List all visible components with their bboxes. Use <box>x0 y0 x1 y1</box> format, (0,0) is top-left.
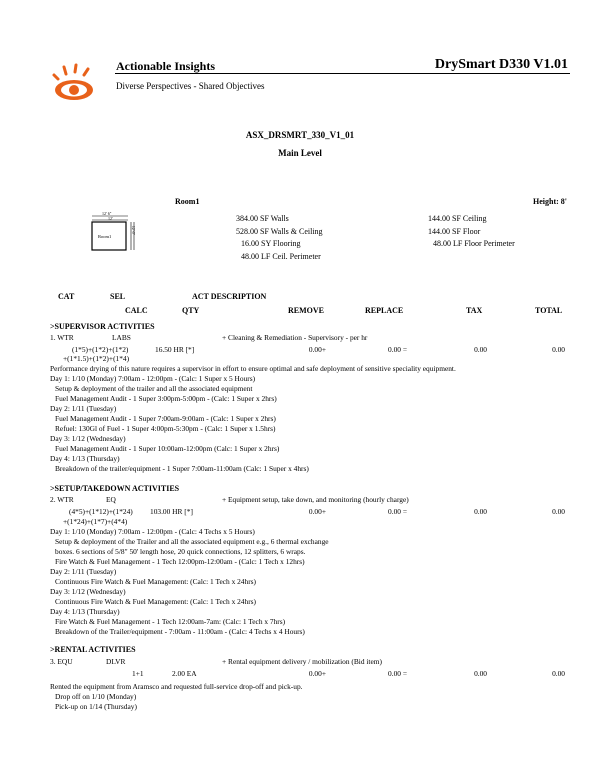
item-total: 0.00 <box>552 345 565 354</box>
item-no: 2. WTR <box>50 495 74 504</box>
room-stats-right <box>428 214 578 252</box>
note-line: Day 3: 1/12 (Wednesday) <box>50 587 126 596</box>
item-tax: 0.00 <box>474 345 487 354</box>
note-line: Continuous Fire Watch & Fuel Management: (Calc: 1 Tech x 24hrs) <box>55 597 256 606</box>
stat-floor-perimeter: 48.00 LF Floor Perimeter <box>433 239 515 248</box>
room-name: Room1 <box>175 197 200 206</box>
sketch-dim-top: 12' 6" <box>102 211 112 216</box>
note-line: Pick-up on 1/14 (Thursday) <box>55 702 137 711</box>
item-qty: 16.50 HR [*] <box>155 345 195 354</box>
item-calc: (4*5)+(1*12)+(1*24) <box>69 507 133 516</box>
note-line: Day 2: 1/11 (Tuesday) <box>50 404 117 413</box>
item-replace: 0.00 = <box>388 507 407 516</box>
item-calc: (1*5)+(1*2)+(1*2) <box>72 345 129 354</box>
sketch-dim-right: 12' 6" <box>131 225 137 236</box>
note-line: Day 3: 1/12 (Wednesday) <box>50 434 126 443</box>
note-line: Fuel Management Audit - 1 Super 3:00pm-5:00pm - (Calc: 1 Super x 2hrs) <box>55 394 277 403</box>
note-line: Day 1: 1/10 (Monday) 7:00am - 12:00pm - (Calc: 1 Super x 5 Hours) <box>50 374 256 383</box>
col-replace: REPLACE <box>365 306 404 315</box>
col-tax: TAX <box>466 306 483 315</box>
item-remove: 0.00+ <box>308 669 326 678</box>
item-no: 3. EQU <box>50 657 73 666</box>
estimate-level: Main Level <box>278 148 322 158</box>
item-remove: 0.00+ <box>308 507 326 516</box>
note-line: Breakdown of the trailer/equipment - 1 Super 7:00am-11:00am (Calc: 1 Super x 4hrs) <box>55 464 309 473</box>
item-sel: DLVR <box>106 657 126 666</box>
company-tagline: Diverse Perspectives - Shared Objectives <box>116 81 265 91</box>
item-sel: LABS <box>112 333 131 342</box>
note-line: Continuous Fire Watch & Fuel Management: (Calc: 1 Tech x 24hrs) <box>55 577 256 586</box>
note-line: Refuel: 130Gl of Fuel - 1 Super 4:00pm-5:30pm - (Calc: 1 Super x 1.5hrs) <box>55 424 276 433</box>
room-sketch <box>90 213 136 253</box>
note-line: Day 4: 1/13 (Thursday) <box>50 454 120 463</box>
col-total: TOTAL <box>535 306 563 315</box>
note-line: Fire Watch & Fuel Management - 1 Tech 12:00am-7am: (Calc: 1 Tech x 7hrs) <box>55 617 286 626</box>
item-desc: + Rental equipment delivery / mobilization (Bid item) <box>222 657 382 666</box>
item-no: 1. WTR <box>50 333 74 342</box>
note-line: Drop off on 1/10 (Monday) <box>55 692 137 701</box>
col-act-desc: ACT DESCRIPTION <box>192 292 267 301</box>
item-replace: 0.00 = <box>388 345 407 354</box>
item-tax: 0.00 <box>474 669 487 678</box>
item-calc-cont: +(1*24)+(1*7)+(4*4) <box>63 517 128 526</box>
item-calc: 1+1 <box>132 669 144 678</box>
stat-walls: 384.00 SF Walls <box>236 214 289 223</box>
item-notes <box>50 527 329 637</box>
col-sel: SEL <box>110 292 126 301</box>
note-line: Fuel Management Audit - 1 Super 10:00am-12:00pm (Calc: 1 Super x 2hrs) <box>55 444 280 453</box>
stat-ceiling: 144.00 SF Ceiling <box>428 214 487 223</box>
room-height: Height: 8' <box>533 197 567 206</box>
note-line: Day 2: 1/11 (Tuesday) <box>50 567 117 576</box>
note-line: Rented the equipment from Aramsco and requested full-service drop-off and pick-up. <box>50 682 303 691</box>
header-rule <box>115 73 570 74</box>
item-tax: 0.00 <box>474 507 487 516</box>
note-line: Fire Watch & Fuel Management - 1 Tech 12:00pm-12:00am - (Calc: 1 Tech x 12hrs) <box>55 557 305 566</box>
col-calc: CALC <box>125 306 148 315</box>
section-title-setup: >SETUP/TAKEDOWN ACTIVITIES <box>50 484 180 493</box>
item-calc-cont: +(1*1.5)+(1*2)+(1*4) <box>63 354 130 363</box>
note-line: Day 1: 1/10 (Monday) 7:00am - 12:00pm - (Calc: 4 Techs x 5 Hours) <box>50 527 255 536</box>
eye-logo-icon <box>50 62 98 104</box>
note-line: Performance drying of this nature requires a supervisor in effort to ensure optimal and safe deployment of sensitive speciality equipment. <box>50 364 456 373</box>
sketch-dim-top-inner: 12' <box>108 216 113 221</box>
section-title-rental: >RENTAL ACTIVITIES <box>50 645 136 654</box>
note-line: Setup & deployment of the trailer and all the associated equipment <box>55 384 253 393</box>
item-total: 0.00 <box>552 507 565 516</box>
note-line: Fuel Management Audit - 1 Super 7:00am-9:00am - (Calc: 1 Super x 2hrs) <box>55 414 276 423</box>
note-line: boxes. 6 sections of 5/8" 50' length hose, 20 quick connections, 12 splitters, 6 wraps. <box>55 547 306 556</box>
col-cat: CAT <box>58 292 75 301</box>
col-qty: QTY <box>182 306 200 315</box>
estimate-name: ASX_DRSMRT_330_V1_01 <box>245 130 355 140</box>
item-desc: + Equipment setup, take down, and monitoring (hourly charge) <box>222 495 409 504</box>
room-stats-left <box>225 214 375 264</box>
item-remove: 0.00+ <box>308 345 326 354</box>
note-line: Breakdown of the Trailer/equipment - 7:00am - 11:00am - (Calc: 4 Techs x 4 Hours) <box>55 627 305 636</box>
item-total: 0.00 <box>552 669 565 678</box>
item-notes <box>50 364 456 474</box>
company-name: Actionable Insights <box>116 59 216 73</box>
col-remove: REMOVE <box>288 306 324 315</box>
note-line: Day 4: 1/13 (Thursday) <box>50 607 120 616</box>
section-title-supervisor: >SUPERVISOR ACTIVITIES <box>50 322 155 331</box>
item-qty: 103.00 HR [*] <box>150 507 193 516</box>
item-desc: + Cleaning & Remediation - Supervisory - per hr <box>222 333 368 342</box>
product-title: DrySmart D330 V1.01 <box>434 57 568 72</box>
company-logo <box>50 62 98 104</box>
item-notes <box>50 682 303 712</box>
stat-flooring: 16.00 SY Flooring <box>241 239 301 248</box>
stat-ceil-perimeter: 48.00 LF Ceil. Perimeter <box>241 251 321 261</box>
item-sel: EQ <box>106 495 116 504</box>
item-replace: 0.00 = <box>388 669 407 678</box>
sketch-room-label: Room1 <box>98 234 112 239</box>
item-qty: 2.00 EA <box>172 669 197 678</box>
stat-floor: 144.00 SF Floor <box>428 226 481 236</box>
note-line: Setup & deployment of the Trailer and all the associated equipment e.g., 6 thermal exchange <box>55 537 329 546</box>
stat-walls-ceiling: 528.00 SF Walls & Ceiling <box>236 226 323 236</box>
